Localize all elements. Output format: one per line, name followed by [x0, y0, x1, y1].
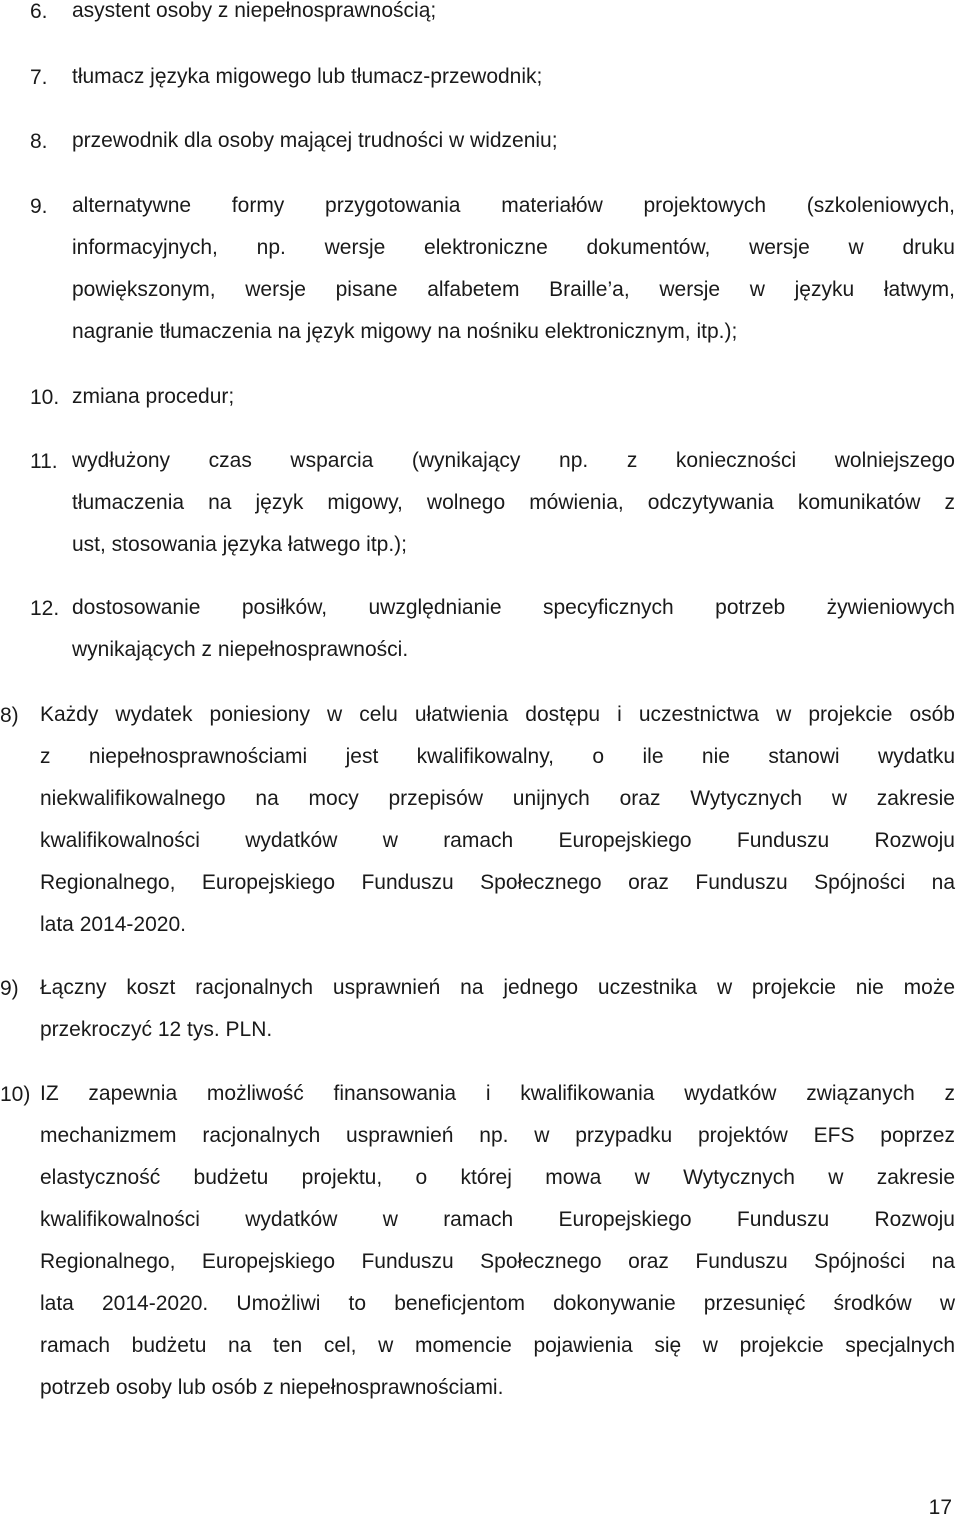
list-item-text [72, 440, 955, 566]
text-line: powiększonym, wersje pisane alfabetem Braille’a, wersje w języku łatwym, [72, 278, 955, 301]
list-item-text [72, 0, 955, 32]
text-line: informacyjnych, np. wersje elektroniczne dokumentów, wersje w druku [72, 236, 955, 259]
list-number: 7. [30, 66, 48, 89]
main-item-number: 9) [0, 977, 19, 1000]
text-line: kwalifikowalności wydatków w ramach Europejskiego Funduszu Rozwoju [40, 1208, 955, 1231]
text-line: Łączny koszt racjonalnych usprawnień na jednego uczestnika w projekcie nie może [40, 976, 955, 999]
text-line: lata 2014-2020. Umożliwi to beneficjentom dokonywanie przesunięć środków w [40, 1292, 955, 1315]
list-number: 10. [30, 386, 60, 409]
text-line: lata 2014-2020. [40, 913, 186, 936]
text-line: przekroczyć 12 tys. PLN. [40, 1018, 273, 1041]
text-line: ramach budżetu na ten cel, w momencie pojawienia się w projekcie specjalnych [40, 1334, 955, 1357]
text-line: wydłużony czas wsparcia (wynikający np. z konieczności wolniejszego [72, 449, 955, 472]
list-item-text [72, 120, 955, 162]
list-number: 6. [30, 0, 48, 23]
page-number: 17 [928, 1496, 952, 1519]
text-line: kwalifikowalności wydatków w ramach Europejskiego Funduszu Rozwoju [40, 829, 955, 852]
list-item-text [72, 56, 955, 98]
list-number: 11. [30, 450, 58, 473]
text-line: elastyczność budżetu projektu, o której mowa w Wytycznych w zakresie [40, 1166, 955, 1189]
main-item-number: 8) [0, 704, 19, 727]
list-item-text [72, 587, 955, 671]
text-line: tłumacz języka migowego lub tłumacz-przewodnik; [72, 65, 543, 88]
main-item-text [40, 1073, 955, 1409]
text-line: nagranie tłumaczenia na język migowy na nośniku elektronicznym, itp.); [72, 320, 738, 343]
text-line: zmiana procedur; [72, 385, 235, 408]
text-line: Regionalnego, Europejskiego Funduszu Społecznego oraz Funduszu Spójności na [40, 1250, 955, 1273]
text-line: przewodnik dla osoby mającej trudności w widzeniu; [72, 129, 558, 152]
main-item-number: 10) [0, 1083, 31, 1106]
text-line: z niepełnosprawnościami jest kwalifikowalny, o ile nie stanowi wydatku [40, 745, 955, 768]
main-item-text [40, 967, 955, 1051]
text-line: alternatywne formy przygotowania materiałów projektowych (szkoleniowych, [72, 194, 955, 217]
text-line: asystent osoby z niepełnosprawnością; [72, 0, 437, 22]
list-number: 12. [30, 597, 60, 620]
text-line: mechanizmem racjonalnych usprawnień np. w przypadku projektów EFS poprzez [40, 1124, 955, 1147]
list-item-text [72, 376, 955, 418]
text-line: tłumaczenia na język migowy, wolnego mówienia, odczytywania komunikatów z [72, 491, 955, 514]
text-line: potrzeb osoby lub osób z niepełnosprawnościami. [40, 1376, 504, 1399]
list-number: 8. [30, 130, 48, 153]
list-number: 9. [30, 195, 48, 218]
text-line: ust, stosowania języka łatwego itp.); [72, 533, 407, 556]
text-line: dostosowanie posiłków, uwzględnianie specyficznych potrzeb żywieniowych [72, 596, 955, 619]
text-line: niekwalifikowalnego na mocy przepisów unijnych oraz Wytycznych w zakresie [40, 787, 955, 810]
main-item-text [40, 694, 955, 946]
text-line: wynikających z niepełnosprawności. [72, 638, 409, 661]
text-line: Regionalnego, Europejskiego Funduszu Społecznego oraz Funduszu Spójności na [40, 871, 955, 894]
text-line: Każdy wydatek poniesiony w celu ułatwienia dostępu i uczestnictwa w projekcie osób [40, 703, 955, 726]
list-item-text [72, 185, 955, 353]
text-line: IZ zapewnia możliwość finansowania i kwalifikowania wydatków związanych z [40, 1082, 955, 1105]
